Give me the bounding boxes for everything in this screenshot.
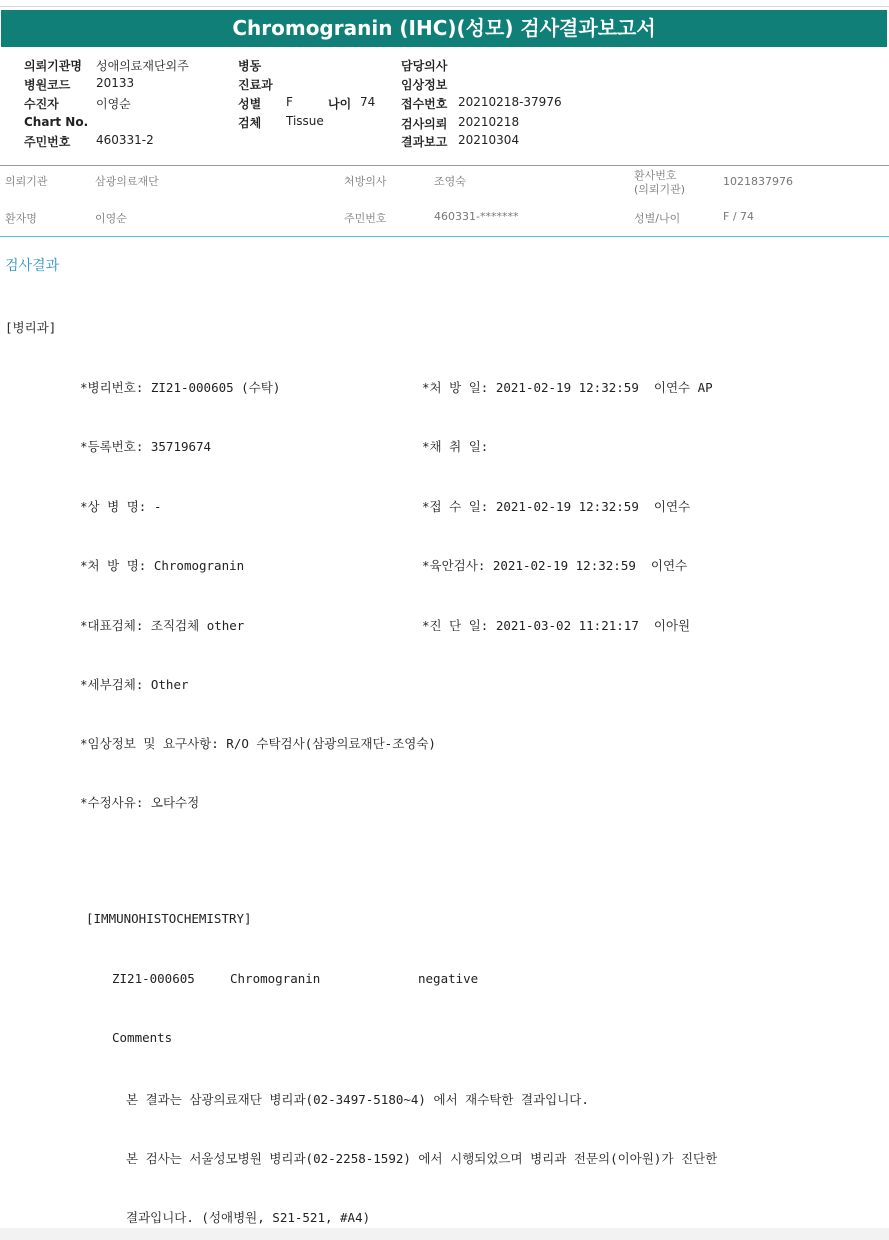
comment-line-1: 본 결과는 삼광의료재단 병리과(02-3497-5180~4) 에서 재수탁한 결과입니다. xyxy=(126,1092,589,1107)
age-label: 나이 xyxy=(328,97,352,111)
resident-label: 주민번호 xyxy=(344,212,387,225)
department-label: 진료과 xyxy=(238,78,273,92)
inst-label: 의뢰기관 xyxy=(5,175,48,188)
report-value: 20210304 xyxy=(458,133,520,147)
gross-exam: *육안검사: 2021-02-19 12:32:59 이연수 xyxy=(422,558,688,573)
report-label: 결과보고 xyxy=(401,135,448,149)
chart-no-label: Chart No. xyxy=(24,115,89,129)
request-label: 검사의뢰 xyxy=(401,117,448,131)
disease-name: *상 병 명: - xyxy=(80,499,162,514)
patient-no-value: 1021837976 xyxy=(723,175,793,188)
diagnosis-date: *진 단 일: 2021-03-02 11:21:17 이아원 xyxy=(422,618,691,633)
presc-doctor-label: 처방의사 xyxy=(344,175,387,188)
prescription-name: *처 방 명: Chromogranin xyxy=(80,558,245,573)
divider xyxy=(0,236,889,237)
registration-no: *등록번호: 35719674 xyxy=(80,439,212,454)
examinee-value: 이영순 xyxy=(96,97,131,111)
hospital-code-label: 병원코드 xyxy=(24,78,71,92)
report-header xyxy=(0,55,889,166)
inst-value: 삼광의료재단 xyxy=(95,175,159,188)
correction-reason: *수정사유: 오타수정 xyxy=(80,795,200,810)
ihc-case-no: ZI21-000605 xyxy=(112,971,195,986)
report-title: Chromogranin (IHC)(성모) 검사결과보고서 xyxy=(1,10,887,47)
age-value: 74 xyxy=(360,95,376,109)
sex-value: F xyxy=(286,95,293,109)
receipt-no-value: 20210218-37976 xyxy=(458,95,562,109)
patient-name-value: 이영순 xyxy=(95,212,127,225)
institution-value: 성애의료재단외주 xyxy=(96,59,189,73)
specimen-label: 검체 xyxy=(238,116,262,130)
comment-line-3: 결과입니다. (성애병원, S21-521, #A4) xyxy=(126,1210,371,1225)
ihc-header: [IMMUNOHISTOCHEMISTRY] xyxy=(86,911,252,926)
comment-line-2: 본 검사는 서울성모병원 병리과(02-2258-1592) 에서 시행되었으며 병리과 전문의(이아원)가 진단한 xyxy=(126,1151,718,1166)
specimen-value: Tissue xyxy=(286,114,324,128)
sex-age-value: F / 74 xyxy=(723,210,755,223)
receipt-date: *접 수 일: 2021-02-19 12:32:59 이연수 xyxy=(422,499,691,514)
ihc-result: negative xyxy=(418,971,479,986)
resident-no-label: 주민번호 xyxy=(24,135,71,149)
resident-value: 460331-******* xyxy=(434,210,519,223)
resident-no-value: 460331-2 xyxy=(96,133,154,147)
pathology-no: *병리번호: ZI21-000605 (수탁) xyxy=(80,380,281,395)
patient-no-label: 환사번호 xyxy=(634,169,677,182)
main-specimen: *대표검체: 조직검체 other xyxy=(80,618,245,633)
sex-age-label: 성별/나이 xyxy=(634,212,681,225)
institution-label: 의뢰기관명 xyxy=(24,59,82,73)
collection-date: *채 취 일: xyxy=(422,439,489,454)
section-title: 검사결과 xyxy=(5,258,60,274)
clinical-info-label: 임상정보 xyxy=(401,78,448,92)
patient-no-sublabel: (의뢰기관) xyxy=(634,183,686,196)
sex-label: 성별 xyxy=(238,97,262,111)
patient-name-label: 환자명 xyxy=(5,212,37,225)
doctor-label: 담당의사 xyxy=(401,59,448,73)
presc-doctor-value: 조영숙 xyxy=(434,175,466,188)
comments-label: Comments xyxy=(112,1030,173,1045)
sub-specimen: *세부검체: Other xyxy=(80,677,189,692)
request-value: 20210218 xyxy=(458,115,520,129)
dept-label: [병리과] xyxy=(5,320,57,335)
clinical-request: *임상정보 및 요구사항: R/O 수탁검사(삼광의료재단-조영숙) xyxy=(80,736,436,751)
ward-label: 병동 xyxy=(238,59,262,73)
prescription-date: *처 방 일: 2021-02-19 12:32:59 이연수 AP xyxy=(422,380,713,395)
examinee-label: 수진자 xyxy=(24,97,59,111)
receipt-no-label: 접수번호 xyxy=(401,97,448,111)
hospital-code-value: 20133 xyxy=(96,76,135,90)
ihc-marker: Chromogranin xyxy=(230,971,321,986)
top-border xyxy=(0,0,889,7)
